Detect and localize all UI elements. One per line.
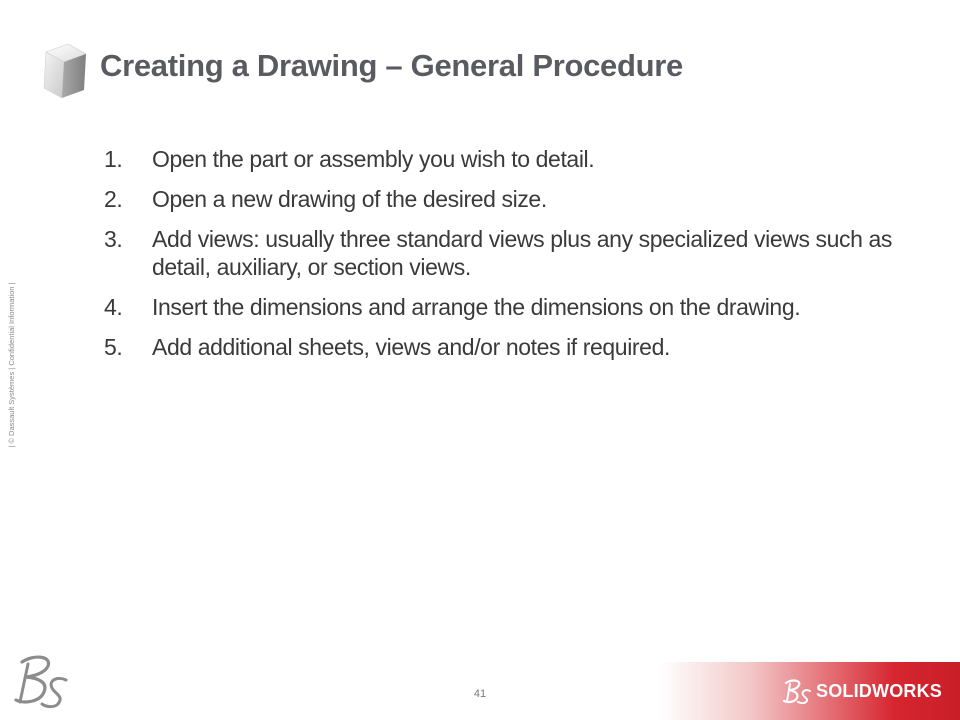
list-item bbox=[104, 293, 894, 321]
step-number: 4. bbox=[104, 294, 123, 320]
dassault-systemes-logo-icon bbox=[8, 652, 70, 710]
slide-title: Creating a Drawing – General Procedure bbox=[100, 48, 683, 83]
step-number: 1. bbox=[104, 146, 123, 172]
confidentiality-note bbox=[6, 265, 18, 465]
step-text: Open a new drawing of the desired size. bbox=[152, 186, 547, 212]
step-number: 3. bbox=[104, 226, 123, 252]
ds-mark-icon bbox=[782, 678, 812, 704]
page-number: 41 bbox=[473, 688, 487, 700]
list-item bbox=[104, 225, 894, 281]
step-text: Insert the dimensions and arrange the dimensions on the drawing. bbox=[152, 294, 801, 320]
step-number: 5. bbox=[104, 334, 123, 360]
list-item bbox=[104, 145, 894, 173]
confidentiality-note-text: | © Dassault Systèmes | Confidential Information | bbox=[7, 282, 16, 448]
brand-band bbox=[660, 662, 960, 720]
list-item bbox=[104, 185, 894, 213]
step-text: Add views: usually three standard views plus any specialized views such as detail, auxiliary, or section views. bbox=[152, 226, 893, 280]
brand-name: SOLIDWORKS bbox=[816, 680, 942, 701]
step-text: Open the part or assembly you wish to detail. bbox=[152, 146, 595, 172]
step-text: Add additional sheets, views and/or notes if required. bbox=[152, 334, 670, 360]
step-number: 2. bbox=[104, 186, 123, 212]
brand-logo bbox=[782, 678, 942, 704]
list-item bbox=[104, 333, 894, 361]
cube-icon bbox=[40, 40, 92, 102]
procedure-list bbox=[104, 145, 894, 373]
